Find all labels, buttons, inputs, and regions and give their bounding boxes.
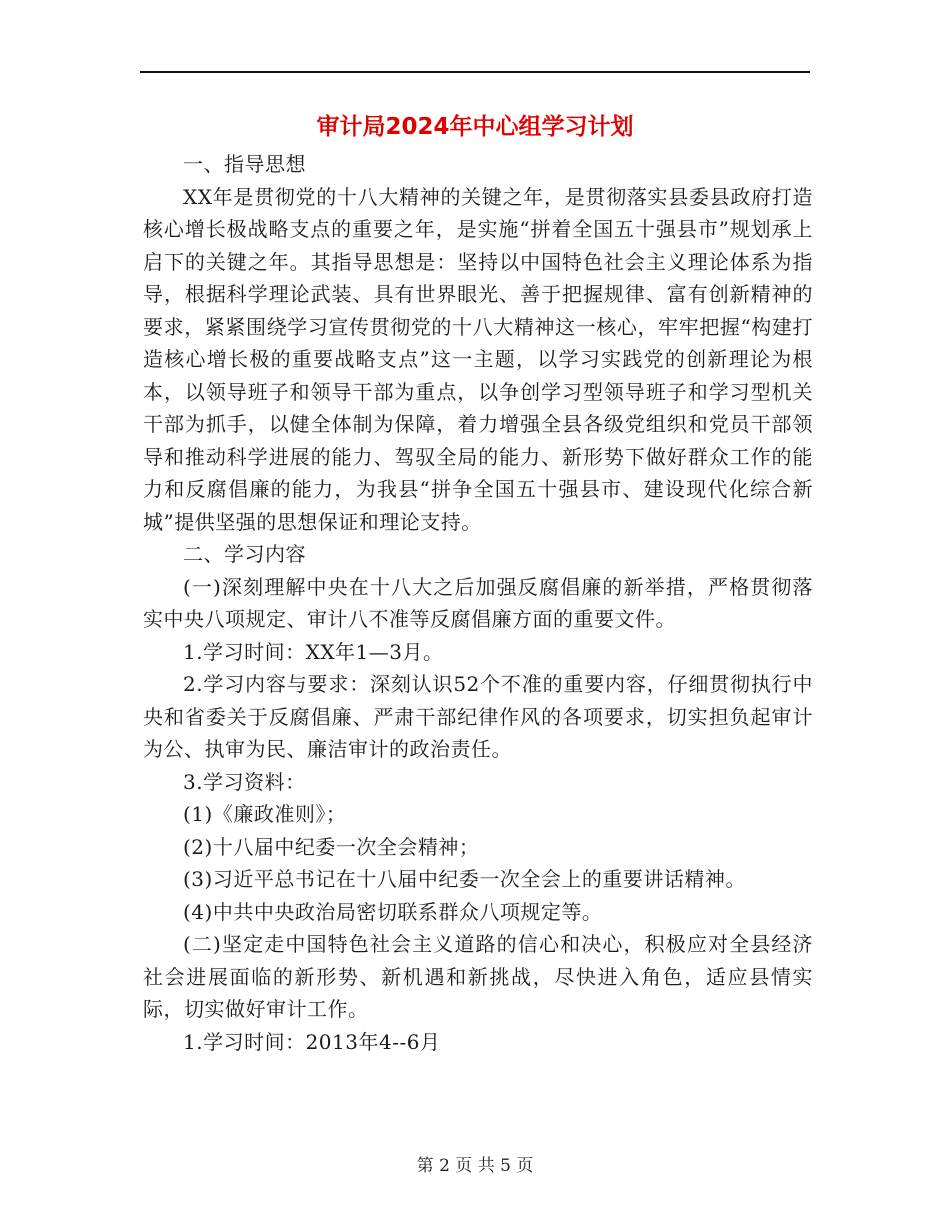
- paragraph-guiding-ideology: XX年是贯彻党的十八大精神的关键之年，是贯彻落实县委县政府打造核心增长极战略支点的重要之年，是实施“拼着全国五十强县市”规划承上启下的关键之年。其指导思想是：坚持以中国特色社会主义理论体系为指导，根据科学理论武装、具有世界眼光、善于把握规律、富有创新精神的要求，紧紧围绕学习宣传贯彻党的十八大精神这一核心，牢牢把握“构建打造核心增长极的重要战略支点”这一主题，以学习实践党的创新理论为根本，以领导班子和领导干部为重点，以争创学习型领导班子和学习型机关干部为抓手，以健全体制为保障，着力增强全县各级党组织和党员干部领导和推动科学进展的能力、驾驭全局的能力、新形势下做好群众工作的能力和反腐倡廉的能力，为我县“拼争全国五十强县市、建设现代化综合新城”提供坚强的思想保证和理论支持。: [143, 184, 813, 534]
- list-item-material-2: (2)十八届中纪委一次全会精神；: [183, 834, 480, 859]
- paragraph-study-materials: 3.学习资料：: [183, 769, 306, 794]
- document-title: 审计局2024年中心组学习计划: [316, 114, 634, 140]
- page-footer: 第 2 页 共 5 页: [416, 1156, 534, 1176]
- paragraph-study-time-2: 1.学习时间：2013年4--6月: [183, 1029, 441, 1054]
- list-item-material-4: (4)中共中央政治局密切联系群众八项规定等。: [183, 899, 603, 924]
- section-heading-study-content: 二、学习内容: [183, 542, 306, 566]
- paragraph-item-two: (二)坚定走中国特色社会主义道路的信心和决心，积极应对全县经济社会进展面临的新形势、新机遇和新挑战，尽快进入角色，适应县情实际，切实做好审计工作。: [143, 932, 813, 1021]
- paragraph-study-requirements: 2.学习内容与要求：深刻认识52个不准的重要内容，仔细贯彻执行中央和省委关于反腐倡廉、严肃干部纪律作风的各项要求，切实担负起审计为公、执审为民、廉洁审计的政治责任。: [143, 672, 813, 761]
- section-heading-guiding-ideology: 一、指导思想: [183, 152, 306, 176]
- paragraph-study-time-1: 1.学习时间：XX年1—3月。: [183, 639, 444, 664]
- list-item-material-3: (3)习近平总书记在十八届中纪委一次全会上的重要讲话精神。: [183, 867, 746, 891]
- header-rule: [140, 71, 810, 73]
- paragraph-item-one: (一)深刻理解中央在十八大之后加强反腐倡廉的新举措，严格贯彻落实中央八项规定、审计八不准等反腐倡廉方面的重要文件。: [143, 574, 813, 631]
- list-item-material-1: (1)《廉政准则》；: [183, 802, 347, 826]
- document-body: [143, 148, 813, 1058]
